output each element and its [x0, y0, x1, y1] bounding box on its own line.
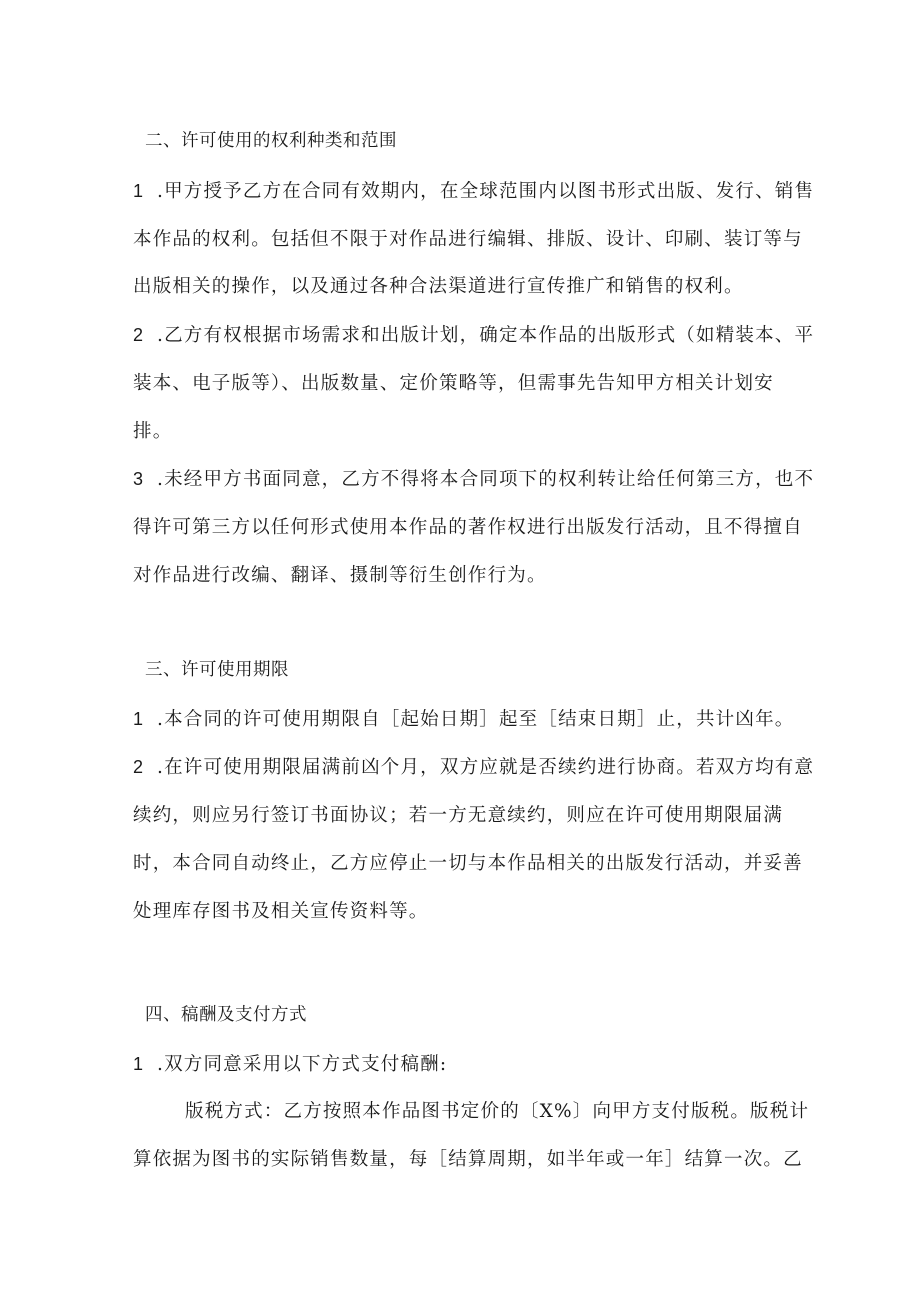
clause-number: 3	[133, 469, 145, 489]
clause-2-3-line-2: 得许可第三方以任何形式使用本作品的著作权进行出版发行活动，且不得擅自	[133, 517, 803, 538]
clause-3-2-line-4: 处理库存图书及相关宣传资料等。	[133, 901, 429, 922]
clause-3-2-line-3: 时，本合同自动终止，乙方应停止一切与本作品相关的出版发行活动，并妥善	[133, 853, 803, 874]
clause-3-2-line-1: 2 .在许可使用期限届满前凶个月，双方应就是否续约进行协商。若双方均有意	[133, 757, 815, 778]
section-heading-royalty: 四、稿酬及支付方式	[145, 1005, 307, 1025]
clause-3-1-line-1: 1 .本合同的许可使用期限自［起始日期］起至［结束日期］止，共计凶年。	[133, 709, 795, 730]
royalty-paragraph-line-2: 算依据为图书的实际销售数量，每［结算周期，如半年或一年］结算一次。乙	[133, 1149, 803, 1170]
royalty-paragraph-line-1: 版税方式：乙方按照本作品图书定价的〔X%〕向甲方支付版税。版税计	[185, 1101, 810, 1122]
clause-2-1-line-3: 出版相关的操作，以及通过各种合法渠道进行宣传推广和销售的权利。	[133, 276, 744, 297]
section-heading-rights: 二、许可使用的权利种类和范围	[145, 131, 397, 151]
clause-3-2-line-2: 续约，则应另行签订书面协议；若一方无意续约，则应在许可使用期限届满	[133, 805, 784, 826]
clause-2-3-line-3: 对作品进行改编、翻译、摄制等衍生创作行为。	[133, 565, 547, 586]
clause-number: 1	[133, 1054, 145, 1074]
clause-2-2-line-2: 装本、电子版等）、出版数量、定价策略等，但需事先告知甲方相关计划安	[133, 373, 774, 394]
clause-number: 1	[133, 181, 145, 201]
section-heading-term: 三、许可使用期限	[145, 660, 289, 680]
clause-number: 2	[133, 325, 145, 345]
clause-2-2-line-3: 排。	[133, 421, 173, 442]
clause-2-2-line-1: 2 .乙方有权根据市场需求和出版计划，确定本作品的出版形式（如精装本、平	[133, 325, 815, 346]
clause-number: 2	[133, 757, 145, 777]
clause-4-1-line-1: 1 .双方同意采用以下方式支付稿酬:	[133, 1054, 448, 1075]
clause-2-3-line-1: 3 .未经甲方书面同意，乙方不得将本合同项下的权利转让给任何第三方，也不	[133, 469, 815, 490]
clause-number: 1	[133, 709, 145, 729]
clause-2-1-line-1: 1 .甲方授予乙方在合同有效期内，在全球范围内以图书形式出版、发行、销售	[133, 181, 815, 202]
clause-2-1-line-2: 本作品的权利。包括但不限于对作品进行编辑、排版、设计、印刷、装订等与	[133, 229, 803, 250]
